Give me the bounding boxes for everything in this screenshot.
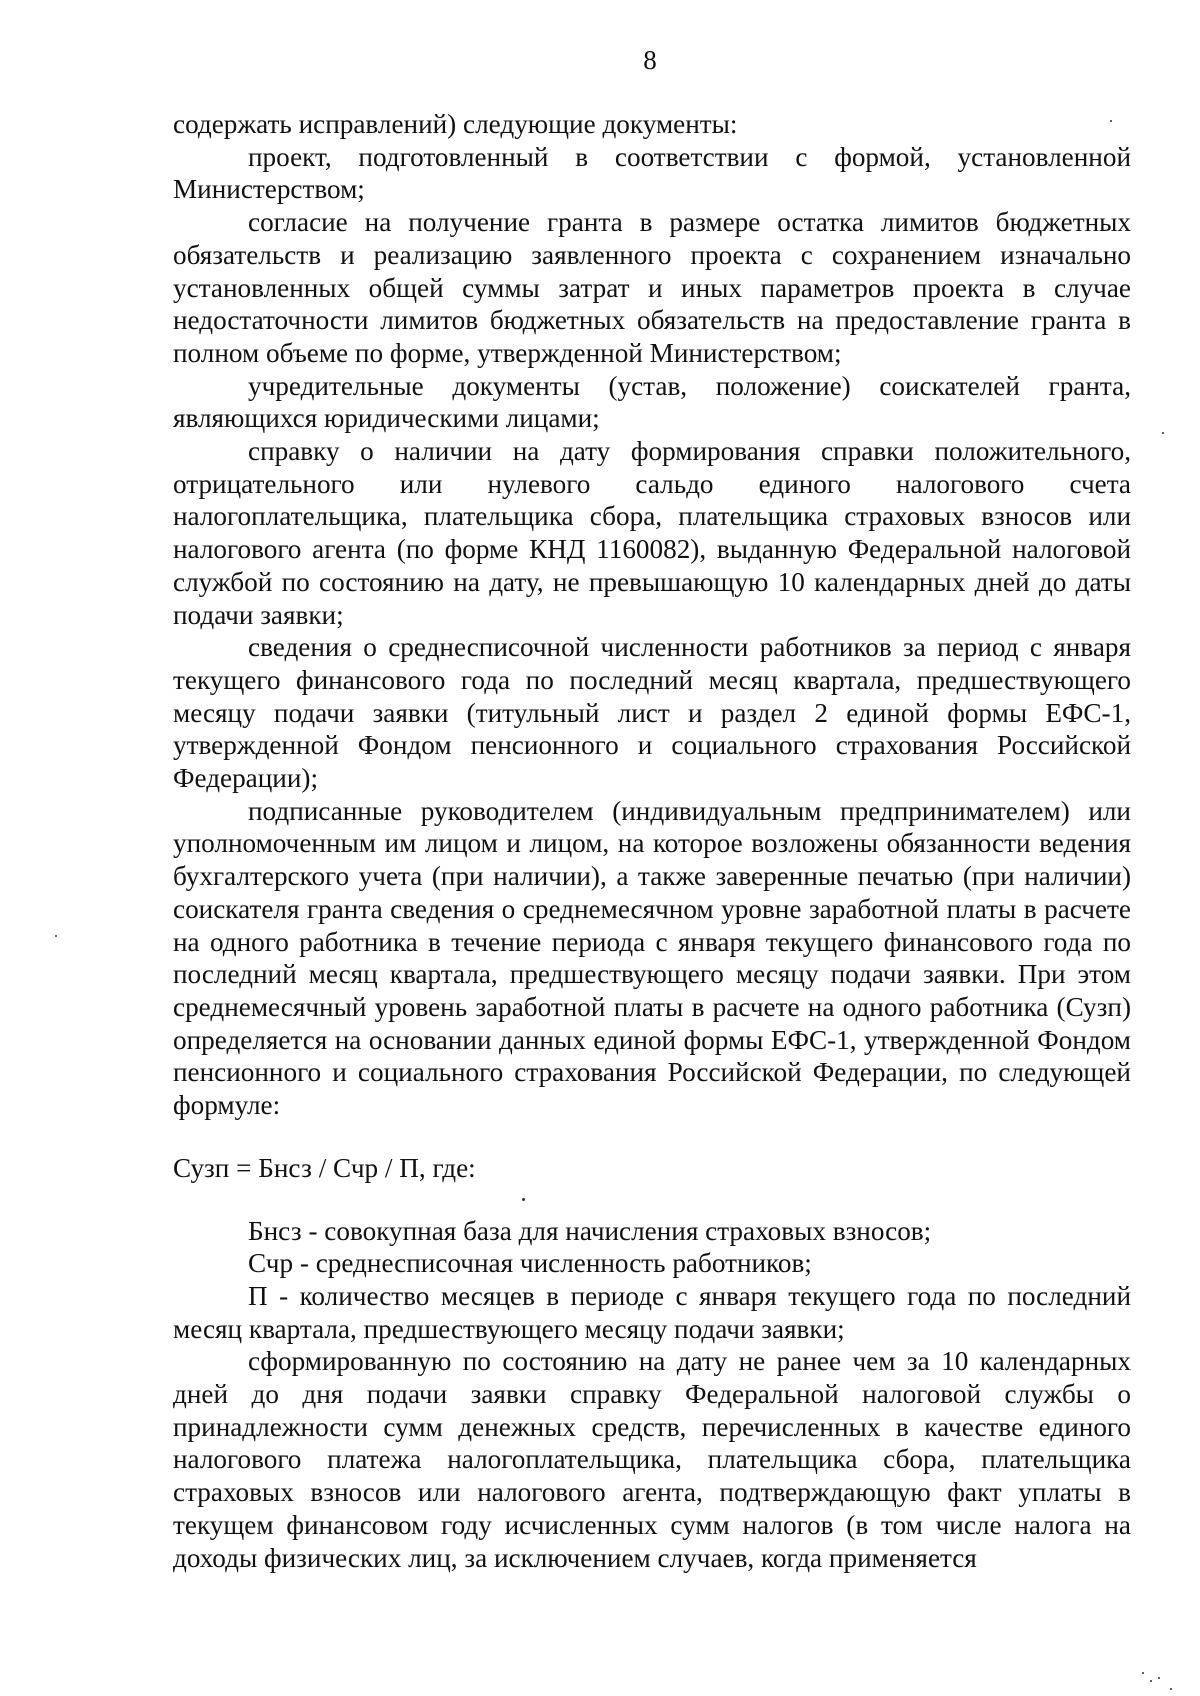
page-number: 8 xyxy=(643,45,657,75)
definition-p: П - количество месяцев в периоде с января текущего года по последний месяц квартала, предшествующего месяцу подачи заявки; xyxy=(173,1280,1131,1344)
paragraph-salary-info: подписанные руководителем (индивидуальным предпринимателем) или уполномоченным им лицом и лицом, на которое возложены обязанности ведения бухгалтерского учета (при наличии), а также заверенные печатью (при наличии) соискателя гранта сведения о среднемесячном уровне заработной платы в расчете на одного работника в течение периода с января текущего финансового года по последний месяц квартала, предшествующего месяцу подачи заявки. При этом среднемесячный уровень заработной платы в расчете на одного работника (Сузп) определяется на основании данных единой формы ЕФС-1, утвержденной Фондом пенсионного и социального страхования Российской Федерации, по следующей формуле: xyxy=(173,795,1131,1121)
scan-speck xyxy=(1162,432,1164,434)
salary-formula: Сузп = Бнсз / Счр / П, где: xyxy=(173,1152,476,1183)
paragraph-project: проект, подготовленный в соответствии с формой, установленной Министерством; xyxy=(173,141,1131,205)
scan-speck xyxy=(1110,120,1112,122)
definition-bnsz: Бнсз - совокупная база для начисления страховых взносов; xyxy=(248,1215,932,1246)
paragraph-tax-payment-certificate: сформированную по состоянию на дату не ранее чем за 10 календарных дней до дня подачи заявки справку Федеральной налоговой службы о принадлежности сумм денежных средств, перечисленных в качестве единого налогового платежа налогоплательщика, плательщика сбора, плательщика страховых взносов или налогового агента, подтверждающую факт уплаты в текущем финансовом году исчисленных сумм налогов (в том числе налога на доходы физических лиц, за исключением случаев, когда применяется xyxy=(173,1346,1131,1573)
document-body xyxy=(173,108,1131,1574)
paragraph-consent: согласие на получение гранта в размере остатка лимитов бюджетных обязательств и реализацию заявленного проекта с сохранением изначально установленных общей суммы затрат и иных параметров проекта в случае недостаточности лимитов бюджетных обязательств на предоставление гранта в полном объеме по форме, утвержденной Министерством; xyxy=(173,207,1131,368)
paragraph-tax-balance-certificate: справку о наличии на дату формирования справки положительного, отрицательного или нулевого сальдо единого налогового счета налогоплательщика, плательщика сбора, плательщика страховых взносов или налогового агента (по форме КНД 1160082), выданную Федеральной налоговой службой по состоянию на дату, не превышающую 10 календарных дней до даты подачи заявки; xyxy=(173,436,1131,630)
scan-speck xyxy=(522,1198,525,1201)
paragraph-continuation: содержать исправлений) следующие документы: xyxy=(173,109,738,139)
paragraph-founding-documents: учредительные документы (устав, положение) соискателей гранта, являющихся юридическими лицами; xyxy=(173,370,1131,434)
scan-speck xyxy=(1170,1688,1172,1690)
paragraph-headcount-info: сведения о среднесписочной численности работников за период с января текущего финансового года по последний месяц квартала, предшествующего месяцу подачи заявки (титульный лист и раздел 2 единой формы ЕФС-1, утвержденной Фондом пенсионного и социального страхования Российской Федерации); xyxy=(173,632,1131,794)
scan-speck xyxy=(55,935,57,937)
scan-speck xyxy=(1158,1677,1160,1679)
scan-speck xyxy=(1142,1672,1144,1674)
scan-speck xyxy=(1150,1680,1152,1682)
definition-schr: Счр - среднесписочная численность работников; xyxy=(248,1248,812,1279)
